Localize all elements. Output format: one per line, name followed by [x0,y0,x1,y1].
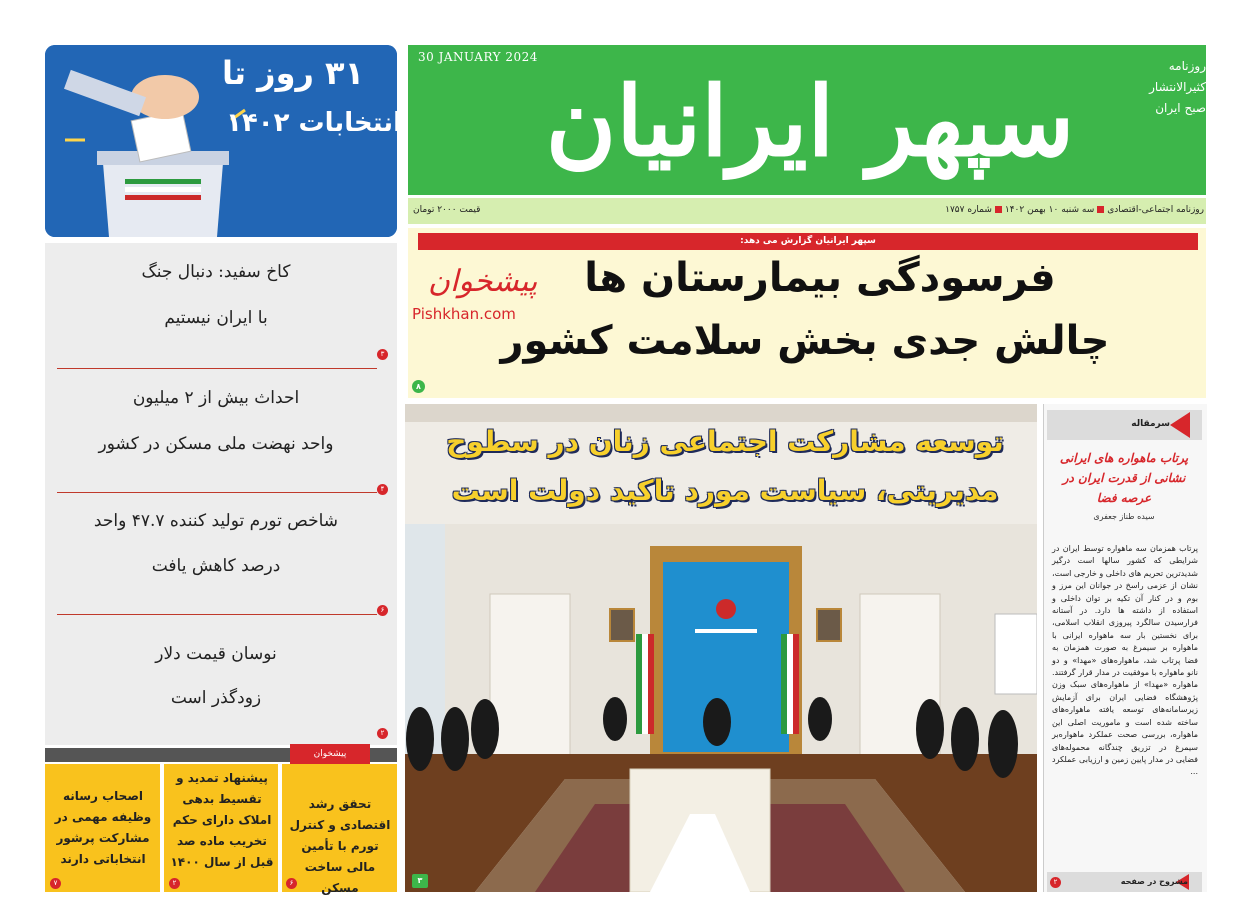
tagline-line: روزنامه [1168,59,1206,73]
page-number-badge: ۶ [377,605,388,616]
main-headline-line1[interactable]: فرسودگی بیمارستان ها [584,255,1056,301]
main-headline-line2[interactable]: چالش جدی بخش سلامت کشور [500,318,1110,364]
news-item-1-line2[interactable]: با ایران نیستیم [164,308,268,328]
divider [57,368,377,369]
pishkhan-watermark-fa: پیشخوان [428,264,538,299]
issue-number: شماره ۱۷۵۷ [945,205,992,215]
continued-label[interactable]: مشروح در صفحه [1120,877,1188,886]
masthead-date: 30 JANUARY 2024 [418,50,538,64]
news-item-2-line2[interactable]: واحد نهضت ملی مسکن در کشور [98,434,334,454]
newspaper-logo: سپهر ایرانیان [545,65,1075,178]
square-icon [995,206,1002,213]
paper-type: روزنامه اجتماعی-اقتصادی [1107,205,1204,215]
news-item-1-line1[interactable]: کاخ سفید: دنبال جنگ [141,262,291,282]
election-countdown: ۳۱ روز تا [222,54,365,92]
page-number-badge: ۲ [169,878,180,889]
news-item-3-line2[interactable]: درصد کاهش یافت [151,556,281,576]
photo-caption-line2[interactable]: مدیریتی، سیاست مورد تاکید دولت است [451,474,999,507]
pishkhan-tab: پیشخوان [290,744,370,764]
divider [57,492,377,493]
divider [57,614,377,615]
page-number-badge: ۸ [412,380,425,393]
teaser-3-text[interactable]: اصحاب رسانه وظیفه مهمی در مشارکت پرشور انتخاباتی دارند [54,789,152,866]
editorial-author: سیده طناز جعفری [1093,512,1155,521]
arrow-left-icon [1170,412,1190,438]
editorial-body: پرتاب همزمان سه ماهواره توسط ایران در شرایطی که کشور سالها است درگیر شدیدترین تحریم های داخلی و خارجی است، نشان از عزمی راسخ در جوانان این مرز و بوم و در کنار آن تکیه بر توان داخلی و استفاده از داشته ها دارد. در آستانه فرارسیدن سالگرد پیروزی انقلاب اسلامی، برای نخستین بار سه ماهواره ایرانی با ماهواره بر سیمرغ به صورت همزمان به فضا پرتاب شد، ماهواره‌های «مهدا» و دو نانو ماهواره با موفقیت در مدار قرار گرفتند. ماهواره «مهدا» از ماهواره‌های سبک وزن پژوهشگاه فضایی ایران برای آزمایش زیرسامانه‌های توسعه یافته ماهواره‌های ساخته شده است و ماموریت اصلی این ماهواره، بررسی صحت عملکرد ماهواره‌بر سیمرغ در تزریق چندگانه محموله‌های فضایی در مدار پایین زمین و ارزیابی عملکرد ... [1052,544,1198,777]
tagline-line: صبح ایران [1155,101,1206,115]
issue-info [945,205,1204,215]
page-number-badge: ۳ [412,874,428,888]
price-label: قیمت ۲۰۰۰ تومان [413,205,481,215]
tagline-line: کثیرالانتشار [1149,80,1206,94]
masthead-tagline [1149,56,1206,119]
square-icon [1097,206,1104,213]
editorial-title[interactable]: پرتاب ماهواره های ایرانی نشانی از قدرت ایران در عرصه فضا [1059,451,1189,505]
page-number-badge: ۴ [377,484,388,495]
news-item-3-line1[interactable]: شاخص تورم تولید کننده ۴۷.۷ واحد [93,511,339,531]
teaser-2-text[interactable]: پیشنهاد تمدید و تقسیط بدهی املاک دارای حکم تخریب ماده صد قبل از سال ۱۴۰۰ [170,771,274,869]
news-item-2-line1[interactable]: احداث بیش از ۲ میلیون [132,388,300,408]
page-number-badge: ۲ [377,728,388,739]
photo-caption-line1[interactable]: توسعه مشارکت اجتماعی زنان در سطوح [446,425,1004,458]
election-title: انتخابات ۱۴۰۲ [226,108,402,138]
page-number-badge: ۲ [1050,877,1061,888]
teaser-1-text[interactable]: تحقق رشد اقتصادی و کنترل تورم با تأمین مالی ساخت مسکن [289,797,391,895]
editorial-label: سرمقاله [1131,419,1170,429]
news-item-4-line2[interactable]: زودگذر است [170,688,262,708]
page-number-badge: ۳ [377,349,388,360]
headline-box [408,228,1206,398]
pishkhan-watermark-en: Pishkhan.com [412,305,516,323]
news-item-4-line1[interactable]: نوسان قیمت دلار [155,644,277,664]
issue-date: سه شنبه ۱۰ بهمن ۱۴۰۲ [1004,205,1095,215]
headline-kicker: سپهر ایرانیان گزارش می دهد: [418,233,1198,250]
page-number-badge: ۶ [286,878,297,889]
page-number-badge: ۷ [50,878,61,889]
